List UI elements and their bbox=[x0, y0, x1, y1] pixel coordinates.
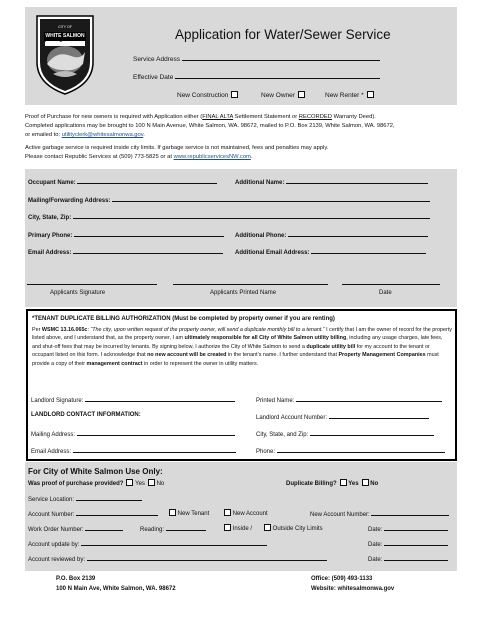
city-logo bbox=[31, 12, 99, 97]
intro-line5b: . bbox=[250, 154, 253, 160]
tenant-p-j: no new account will be created bbox=[147, 352, 227, 359]
primary-phone-field[interactable] bbox=[28, 230, 224, 239]
additional-email-label: Additional Email Address: bbox=[235, 250, 310, 256]
proof-of-purchase-label: Was proof of purchase provided? bbox=[28, 481, 124, 487]
tenant-p-e: I certify that I am the owner of record for the property listed above, and I understand that, as the property owner, I am bbox=[32, 326, 452, 342]
new-construction-checkbox[interactable] bbox=[231, 91, 238, 98]
applicant-signature-label: Applicants Signature bbox=[50, 290, 106, 296]
tenant-p-h: duplicate utility bill bbox=[306, 343, 356, 350]
date-label-3: Date: bbox=[368, 557, 383, 563]
intro-line1d: RECORDED bbox=[298, 114, 332, 120]
date-label-2: Date: bbox=[368, 542, 383, 548]
email-line[interactable] bbox=[73, 247, 223, 254]
tenant-p-c: : bbox=[87, 326, 91, 333]
landlord-phone-line[interactable] bbox=[277, 446, 445, 453]
proof-no-checkbox[interactable] bbox=[148, 479, 155, 486]
tenant-p-o: in order to represent the owner in utility matters. bbox=[142, 360, 259, 367]
account-number-line[interactable] bbox=[76, 509, 158, 516]
logo-main-text: WHITE SALMON bbox=[45, 33, 85, 39]
new-construction-label: New Construction bbox=[177, 92, 229, 99]
office-use-section bbox=[25, 462, 457, 571]
landlord-mailing-field[interactable] bbox=[31, 429, 235, 438]
intro-line1c: Settlement Statement or bbox=[233, 114, 299, 120]
work-order-label: Work Order Number: bbox=[28, 527, 84, 533]
intro-line5a: Please contact Republic Services at (509) 773-5825 or at bbox=[25, 154, 174, 160]
new-account-number-field[interactable] bbox=[310, 509, 449, 518]
intro-line1a: Proof of Purchase for new owners is required with Application either ( bbox=[25, 114, 203, 120]
duplicate-billing-row bbox=[286, 479, 378, 487]
tenant-p-n: management contract bbox=[86, 360, 143, 367]
landlord-phone-label: Phone: bbox=[256, 449, 276, 455]
date-line-3[interactable] bbox=[384, 554, 448, 561]
work-order-field[interactable] bbox=[28, 524, 123, 533]
additional-email-field[interactable] bbox=[235, 247, 426, 256]
tenant-code-ref: WSMC 13.16.065c bbox=[41, 326, 88, 333]
account-update-line[interactable] bbox=[81, 539, 267, 546]
additional-phone-field[interactable] bbox=[235, 230, 428, 239]
account-reviewed-line[interactable] bbox=[87, 554, 327, 561]
tenant-p-g: , including any usage charges, late fees, and shut-off fees that may be incurred by tenants. By signing below, I authorize the City of White Salmon to send a bbox=[32, 335, 443, 350]
date-field-2[interactable] bbox=[368, 539, 448, 548]
dup-no-label: No bbox=[370, 481, 379, 487]
new-account-label: New Account bbox=[232, 511, 268, 517]
effective-date-label: Effective Date bbox=[133, 74, 174, 81]
applicant-date-line[interactable] bbox=[342, 284, 440, 285]
account-reviewed-label: Account reviewed by: bbox=[28, 557, 86, 563]
date-label-1: Date: bbox=[368, 527, 383, 533]
occupant-name-field[interactable] bbox=[28, 177, 217, 186]
applicant-date-label: Date bbox=[379, 290, 392, 296]
proof-yes-label: Yes bbox=[135, 481, 145, 487]
dup-yes-checkbox[interactable] bbox=[340, 479, 347, 486]
new-renter-label: New Renter * bbox=[325, 92, 364, 99]
occupant-name-line[interactable] bbox=[77, 177, 217, 184]
proof-yes-checkbox[interactable] bbox=[126, 479, 133, 486]
tenant-p-l: Property Management Companies bbox=[338, 352, 426, 359]
inside-label: Inside / bbox=[232, 526, 253, 532]
service-location-field[interactable] bbox=[28, 494, 142, 503]
proof-of-purchase-row bbox=[28, 479, 164, 487]
landlord-city-field[interactable] bbox=[256, 429, 434, 438]
intro-text bbox=[25, 113, 465, 162]
date-line-2[interactable] bbox=[384, 539, 448, 546]
additional-name-field[interactable] bbox=[235, 177, 428, 186]
date-field-3[interactable] bbox=[368, 554, 448, 563]
additional-phone-line[interactable] bbox=[288, 230, 428, 237]
applicant-printed-name-line[interactable] bbox=[173, 284, 328, 285]
dup-no-checkbox[interactable] bbox=[362, 479, 369, 486]
effective-date-field[interactable] bbox=[133, 72, 380, 81]
landlord-mailing-line[interactable] bbox=[77, 429, 235, 436]
landlord-printed-name-line[interactable] bbox=[296, 395, 442, 402]
new-account-number-line[interactable] bbox=[371, 509, 449, 516]
email-label: Email Address: bbox=[28, 250, 72, 256]
account-number-label: Account Number: bbox=[28, 512, 75, 518]
landlord-printed-name-field[interactable] bbox=[256, 395, 442, 404]
inside-checkbox[interactable] bbox=[224, 524, 231, 531]
account-update-field[interactable] bbox=[28, 539, 267, 548]
additional-name-line[interactable] bbox=[286, 177, 428, 184]
occupant-name-label: Occupant Name: bbox=[28, 180, 76, 186]
tenant-p-i: for my account to the tenant or occupant listed on this form. I acknowledge that bbox=[32, 343, 430, 359]
service-address-field[interactable] bbox=[133, 54, 380, 63]
reading-label: Reading: bbox=[140, 527, 165, 533]
landlord-signature-line[interactable] bbox=[85, 395, 235, 402]
landlord-email-field[interactable] bbox=[31, 446, 236, 455]
footer-po-box: P.O. Box 2139 bbox=[56, 576, 96, 582]
landlord-mailing-label: Mailing Address: bbox=[31, 432, 76, 438]
tenant-quote: “The city, upon written request of the property owner, will send a duplicate monthly bill to a tenant.” bbox=[90, 326, 325, 333]
intro-line3a: or emailed to: bbox=[25, 132, 62, 138]
landlord-account-line[interactable] bbox=[329, 412, 429, 419]
republic-services-link[interactable]: www.republicservicesNW.com bbox=[173, 154, 251, 160]
tenant-authorization-section bbox=[26, 309, 457, 461]
inside-option[interactable] bbox=[221, 524, 252, 532]
new-account-number-label: New Account Number: bbox=[310, 512, 370, 518]
new-owner-label: New Owner bbox=[261, 92, 295, 99]
duplicate-billing-label: Duplicate Billing? bbox=[286, 481, 337, 487]
work-order-line[interactable] bbox=[85, 524, 123, 531]
account-update-label: Account update by: bbox=[28, 542, 80, 548]
intro-line3b: . bbox=[143, 132, 145, 138]
new-account-checkbox[interactable] bbox=[224, 509, 231, 516]
reading-line[interactable] bbox=[166, 524, 206, 531]
landlord-contact-heading: LANDLORD CONTACT INFORMATION: bbox=[31, 412, 141, 418]
new-tenant-label: New Tenant bbox=[177, 511, 210, 517]
outside-checkbox[interactable] bbox=[264, 524, 271, 531]
intro-line1e: Warranty Deed). bbox=[331, 114, 376, 120]
tenant-p-a: Per bbox=[32, 326, 42, 333]
additional-phone-label: Additional Phone: bbox=[235, 233, 287, 239]
additional-email-line[interactable] bbox=[311, 247, 426, 254]
account-number-field[interactable] bbox=[28, 509, 158, 518]
new-tenant-checkbox[interactable] bbox=[169, 509, 176, 516]
intro-line4: Active garbage service is required inside city limits. If garbage service is not maintained, fees and penalties may apply. bbox=[25, 145, 329, 151]
office-use-heading: For City of White Salmon Use Only: bbox=[28, 467, 163, 476]
utility-clerk-email-link[interactable]: utilityclerk@whitesalmonwa.gov bbox=[61, 132, 144, 138]
effective-date-line[interactable] bbox=[175, 72, 380, 79]
footer-address: 100 N Main Ave, White Salmon, WA. 98672 bbox=[56, 586, 176, 592]
footer-office-phone: Office: (509) 493-1133 bbox=[311, 576, 373, 582]
service-location-line[interactable] bbox=[76, 494, 142, 501]
logo-top-text: CITY OF bbox=[58, 25, 72, 29]
mailing-address-line[interactable] bbox=[112, 195, 430, 202]
new-construction-option[interactable] bbox=[177, 91, 238, 99]
proof-no-label: No bbox=[156, 481, 165, 487]
city-state-zip-label: City, State, Zip: bbox=[28, 215, 72, 221]
mailing-address-field[interactable] bbox=[28, 195, 430, 204]
landlord-account-label: Landlord Account Number: bbox=[256, 415, 328, 421]
date-line-1[interactable] bbox=[384, 524, 448, 531]
primary-phone-label: Primary Phone: bbox=[28, 233, 73, 239]
city-state-zip-field[interactable] bbox=[28, 212, 430, 221]
landlord-email-label: Email Address: bbox=[31, 449, 72, 455]
intro-line1b: FINAL ALTA bbox=[202, 114, 234, 120]
landlord-account-field[interactable] bbox=[256, 412, 429, 421]
outside-option[interactable] bbox=[261, 524, 323, 532]
dup-yes-label: Yes bbox=[348, 481, 359, 487]
outside-label: Outside City Limits bbox=[272, 526, 323, 532]
landlord-printed-name-label: Printed Name: bbox=[256, 398, 295, 404]
page-title: Application for Water/Sewer Service bbox=[175, 27, 391, 42]
landlord-phone-field[interactable] bbox=[256, 446, 445, 455]
tenant-heading: *TENANT DUPLICATE BILLING AUTHORIZATION (Must be completed by property owner if you are renting) bbox=[32, 316, 335, 322]
tenant-p-m: must provide a copy of their bbox=[32, 352, 439, 367]
service-address-label: Service Address bbox=[133, 56, 180, 63]
applicant-printed-name-label: Applicants Printed Name bbox=[210, 290, 277, 296]
city-state-zip-line[interactable] bbox=[73, 212, 430, 219]
date-field-1[interactable] bbox=[368, 524, 448, 533]
landlord-city-label: City, State, and Zip: bbox=[256, 432, 309, 438]
service-address-line[interactable] bbox=[182, 54, 380, 61]
mailing-address-label: Mailing/Forwarding Address: bbox=[28, 198, 111, 204]
reading-field[interactable] bbox=[140, 524, 206, 533]
landlord-city-line[interactable] bbox=[310, 429, 434, 436]
landlord-signature-field[interactable] bbox=[31, 395, 235, 404]
email-field[interactable] bbox=[28, 247, 223, 256]
tenant-authorization-text bbox=[32, 315, 452, 369]
new-owner-checkbox[interactable] bbox=[298, 91, 305, 98]
new-account-option[interactable] bbox=[221, 509, 268, 517]
footer-website: Website: whitesalmonwa.gov bbox=[311, 586, 395, 592]
service-location-label: Service Location: bbox=[28, 497, 75, 503]
landlord-email-line[interactable] bbox=[73, 446, 236, 453]
primary-phone-line[interactable] bbox=[74, 230, 224, 237]
new-renter-option[interactable] bbox=[325, 91, 374, 99]
account-reviewed-field[interactable] bbox=[28, 554, 327, 563]
new-renter-checkbox[interactable] bbox=[367, 91, 374, 98]
applicant-signature-line[interactable] bbox=[27, 284, 157, 285]
new-tenant-option[interactable] bbox=[166, 509, 209, 517]
intro-line2: Completed applications may be brought to 100 N Main Avenue, White Salmon, WA. 98672, mailed to P.O. Box 2139, White Salmon, WA. 98672, bbox=[25, 123, 395, 129]
new-owner-option[interactable] bbox=[261, 91, 305, 99]
additional-name-label: Additional Name: bbox=[235, 180, 285, 186]
tenant-p-f: ultimately responsible for all City of White Salmon utility billing bbox=[184, 335, 347, 342]
landlord-signature-label: Landlord Signature: bbox=[31, 398, 84, 404]
tenant-p-k: in the tenant’s name. I further understand that bbox=[226, 352, 339, 359]
occupant-section bbox=[25, 169, 457, 307]
